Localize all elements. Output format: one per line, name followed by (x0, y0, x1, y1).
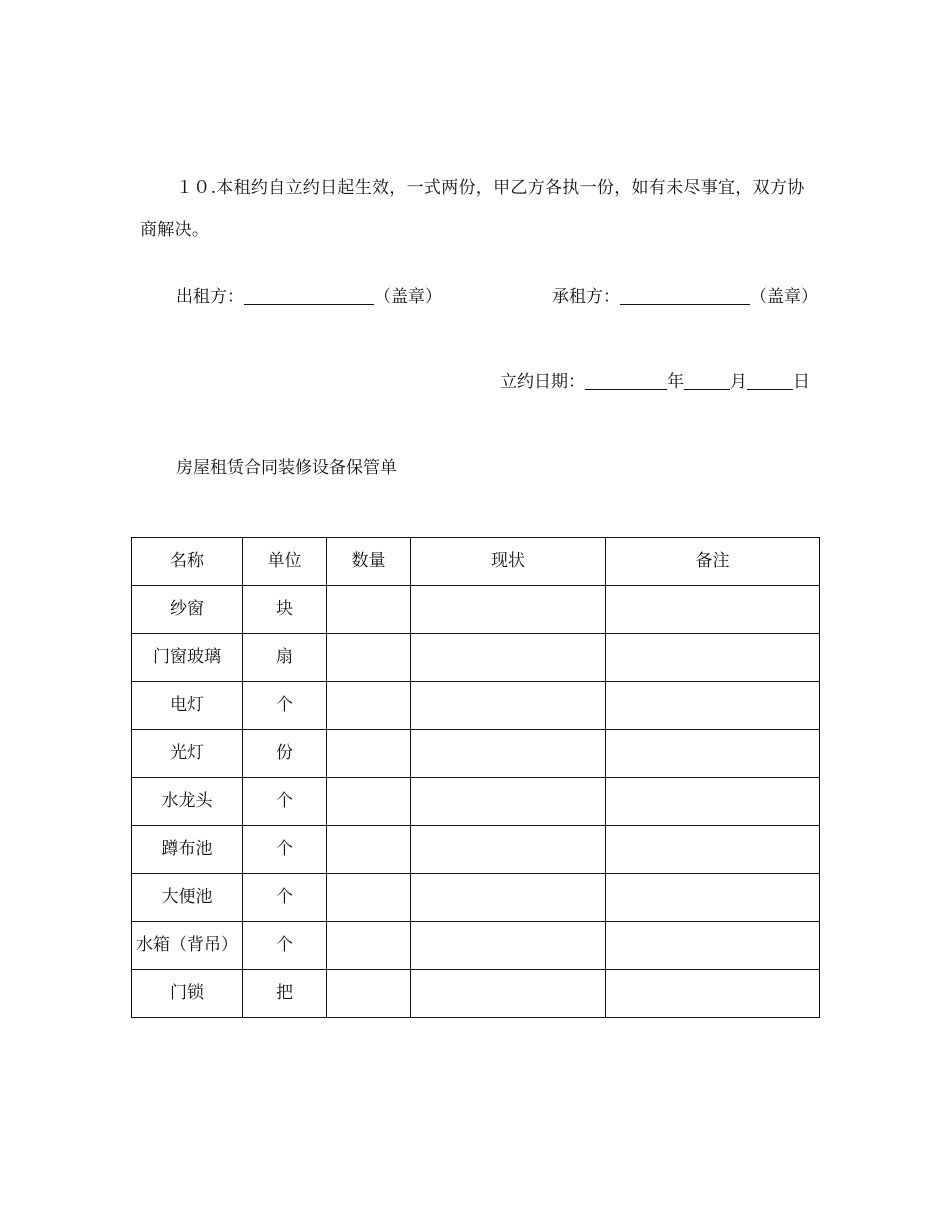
quantity-cell[interactable] (327, 826, 411, 874)
condition-cell[interactable] (411, 826, 606, 874)
remarks-cell[interactable] (606, 586, 820, 634)
remarks-cell[interactable] (606, 922, 820, 970)
item-unit: 个 (243, 826, 327, 874)
lessor-signature (176, 282, 442, 307)
item-name: 光灯 (132, 730, 243, 778)
table-row (132, 922, 820, 970)
table-row (132, 826, 820, 874)
remarks-cell[interactable] (606, 730, 820, 778)
table-header-row (132, 538, 820, 586)
remarks-cell[interactable] (606, 874, 820, 922)
condition-cell[interactable] (411, 586, 606, 634)
lessee-seal-note: （盖章） (750, 287, 818, 307)
condition-cell[interactable] (411, 778, 606, 826)
lessor-seal-note: （盖章） (374, 287, 442, 307)
day-label: 日 (793, 372, 810, 392)
lessee-signature-blank[interactable] (620, 286, 750, 305)
item-unit: 块 (243, 586, 327, 634)
year-blank[interactable] (585, 371, 667, 390)
equipment-table (131, 537, 820, 1018)
lessor-signature-blank[interactable] (244, 286, 374, 305)
month-label: 月 (730, 372, 747, 392)
contract-date-line (500, 367, 810, 392)
header-condition: 现状 (411, 538, 606, 586)
item-name: 水箱（背吊） (132, 922, 243, 970)
quantity-cell[interactable] (327, 730, 411, 778)
month-blank[interactable] (684, 371, 730, 390)
item-name: 水龙头 (132, 778, 243, 826)
remarks-cell[interactable] (606, 970, 820, 1018)
quantity-cell[interactable] (327, 970, 411, 1018)
quantity-cell[interactable] (327, 682, 411, 730)
item-unit: 把 (243, 970, 327, 1018)
item-unit: 个 (243, 874, 327, 922)
quantity-cell[interactable] (327, 922, 411, 970)
item-unit: 个 (243, 778, 327, 826)
lessee-label: 承租方： (552, 287, 620, 307)
year-label: 年 (667, 372, 684, 392)
item-name: 蹲布池 (132, 826, 243, 874)
item-name: 门窗玻璃 (132, 634, 243, 682)
quantity-cell[interactable] (327, 778, 411, 826)
condition-cell[interactable] (411, 970, 606, 1018)
header-unit: 单位 (243, 538, 327, 586)
table-row (132, 586, 820, 634)
condition-cell[interactable] (411, 922, 606, 970)
quantity-cell[interactable] (327, 634, 411, 682)
condition-cell[interactable] (411, 634, 606, 682)
header-remarks: 备注 (606, 538, 820, 586)
item-name: 纱窗 (132, 586, 243, 634)
condition-cell[interactable] (411, 730, 606, 778)
table-row (132, 970, 820, 1018)
item-unit: 个 (243, 922, 327, 970)
item-name: 电灯 (132, 682, 243, 730)
remarks-cell[interactable] (606, 682, 820, 730)
table-row (132, 778, 820, 826)
item-name: 门锁 (132, 970, 243, 1018)
clause-10-paragraph: １０.本租约自立约日起生效，一式两份，甲乙方各执一份，如有未尽事宜，双方协商解决。 (140, 178, 805, 240)
item-unit: 份 (243, 730, 327, 778)
item-name: 大便池 (132, 874, 243, 922)
condition-cell[interactable] (411, 682, 606, 730)
table-row (132, 874, 820, 922)
day-blank[interactable] (747, 371, 793, 390)
table-row (132, 682, 820, 730)
table-row (132, 730, 820, 778)
remarks-cell[interactable] (606, 826, 820, 874)
condition-cell[interactable] (411, 874, 606, 922)
table-row (132, 634, 820, 682)
lessee-signature (552, 282, 818, 307)
header-quantity: 数量 (327, 538, 411, 586)
quantity-cell[interactable] (327, 874, 411, 922)
remarks-cell[interactable] (606, 634, 820, 682)
form-title: 房屋租赁合同装修设备保管单 (176, 458, 397, 478)
quantity-cell[interactable] (327, 586, 411, 634)
remarks-cell[interactable] (606, 778, 820, 826)
lessor-label: 出租方： (176, 287, 244, 307)
header-name: 名称 (132, 538, 243, 586)
item-unit: 扇 (243, 634, 327, 682)
date-label: 立约日期： (500, 372, 585, 392)
item-unit: 个 (243, 682, 327, 730)
